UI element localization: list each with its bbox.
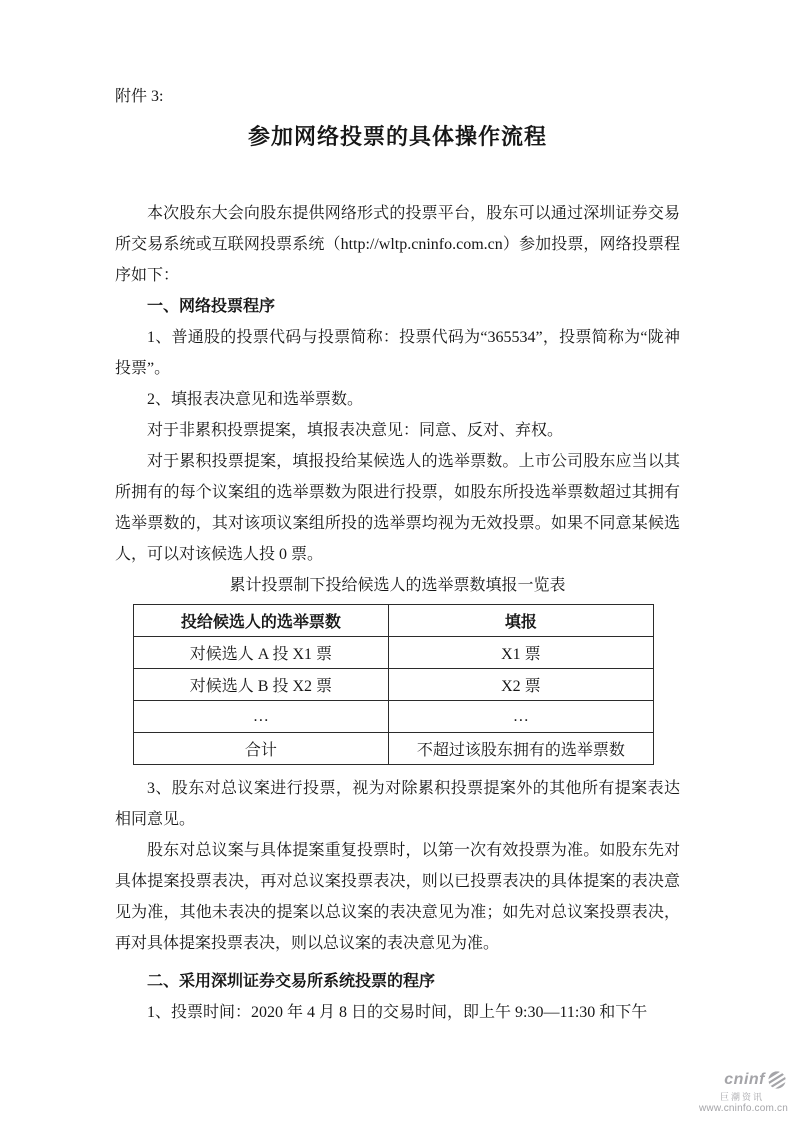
page-title: 参加网络投票的具体操作流程 bbox=[247, 124, 547, 149]
paragraph-cumulative: 对于累积投票提案，填报投给某候选人的选举票数。上市公司股东应当以其所拥有的每个议案组的选举票数为限进行投票，如股东所投选举票数超过其拥有选举票数的，其对该项议案组所投的选举票均视为无效投票。如果不同意某候选人，可以对该候选人投 0 票。 bbox=[115, 453, 680, 563]
table-header-votes: 投给候选人的选举票数 bbox=[134, 605, 389, 637]
paragraph-repeat-vote: 股东对总议案与具体提案重复投票时，以第一次有效投票为准。如股东先对具体提案投票表决，再对总议案投票表决，则以已投票表决的具体提案的表决意见为准，其他未表决的提案以总议案的表决意见为准；如先对总议案投票表决，再对具体提案投票表决，则以总议案的表决意见为准。 bbox=[115, 842, 680, 952]
table-caption: 累计投票制下投给候选人的选举票数填报一览表 bbox=[229, 577, 566, 594]
cninfo-url: www.cninfo.com.cn bbox=[699, 1103, 788, 1114]
cninfo-globe-icon bbox=[766, 1069, 788, 1091]
table-cell: 合计 bbox=[134, 733, 389, 765]
paragraph-vote-code: 1、普通股的投票代码与投票简称：投票代码为“365534”，投票简称为“陇神投票”。 bbox=[115, 329, 680, 377]
paragraph-general-proposal: 3、股东对总议案进行投票，视为对除累积投票提案外的其他所有提案表达相同意见。 bbox=[115, 780, 680, 828]
table-cell: … bbox=[134, 701, 389, 733]
table-cell: X1 票 bbox=[388, 637, 653, 669]
paragraph-noncumulative: 对于非累积投票提案，填报表决意见：同意、反对、弃权。 bbox=[147, 422, 564, 439]
table-row bbox=[134, 669, 654, 701]
table-header-fill: 填报 bbox=[388, 605, 653, 637]
table-header-row bbox=[134, 605, 654, 637]
section2-heading: 二、采用深圳证券交易所系统投票的程序 bbox=[147, 973, 436, 990]
table-row bbox=[134, 701, 654, 733]
paragraph-vote-time: 1、投票时间：2020 年 4 月 8 日的交易时间，即上午 9:30—11:30 和下午 bbox=[147, 1004, 648, 1021]
table-cell: X2 票 bbox=[388, 669, 653, 701]
vote-count-table bbox=[133, 604, 654, 765]
table-cell: … bbox=[388, 701, 653, 733]
cninfo-brand-row bbox=[699, 1069, 788, 1091]
cninfo-chinese-name: 巨潮资讯 bbox=[719, 1092, 764, 1102]
cninfo-logo bbox=[699, 1069, 788, 1114]
table-cell: 对候选人 B 投 X2 票 bbox=[134, 669, 389, 701]
paragraph-intro: 本次股东大会向股东提供网络形式的投票平台，股东可以通过深圳证券交易所交易系统或互联网投票系统（http://wltp.cninfo.com.cn）参加投票，网络投票程序如下： bbox=[115, 205, 680, 284]
table-cell: 不超过该股东拥有的选举票数 bbox=[388, 733, 653, 765]
table-row bbox=[134, 733, 654, 765]
table-cell: 对候选人 A 投 X1 票 bbox=[134, 637, 389, 669]
paragraph-fill-in: 2、填报表决意见和选举票数。 bbox=[147, 391, 364, 408]
section1-heading: 一、网络投票程序 bbox=[147, 298, 276, 315]
attachment-label: 附件 3: bbox=[115, 88, 164, 105]
cninfo-logo-text: cninf bbox=[724, 1071, 765, 1088]
table-row bbox=[134, 637, 654, 669]
